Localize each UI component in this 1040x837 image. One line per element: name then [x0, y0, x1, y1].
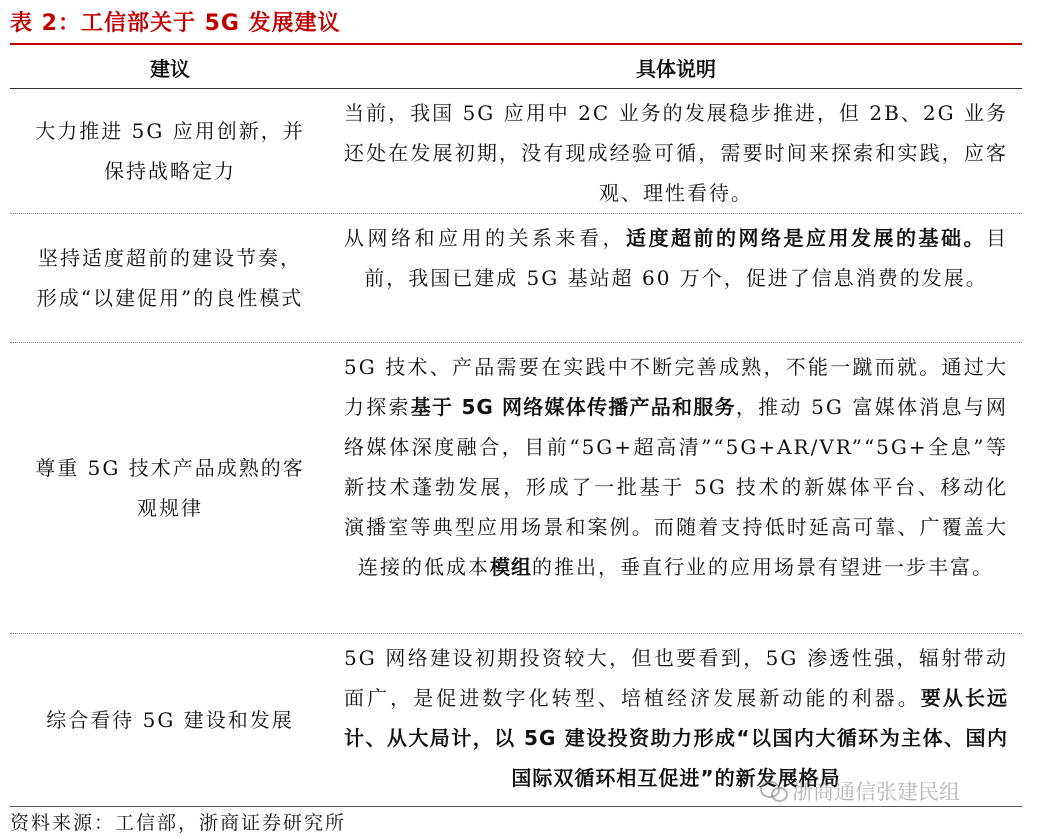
suggestion-cell: 综合看待 5G 建设和发展: [46, 708, 294, 732]
detail-text: 从网络和应用的关系来看，: [344, 226, 626, 250]
table-header: [10, 46, 1022, 89]
detail-text: 5G 技术、产品需要在实践中不断完善成熟，不能一蹴而就。通过大力探索: [344, 355, 1008, 419]
table-title: 表 2：工信部关于 5G 发展建议: [10, 11, 341, 36]
suggestion-table: [10, 46, 1022, 807]
table-row: [10, 343, 1022, 634]
detail-bold-text: 适度超前的网络是应用发展的基础。: [626, 226, 986, 250]
source-note: 资料来源：工信部，浙商证券研究所: [10, 812, 347, 834]
detail-text: 当前，我国 5G 应用中 2C 业务的发展稳步推进，但 2B、2G 业务还处在发展初期，没有现成经验可循，需要时间来探索和实践，应客观、理性看待。: [344, 101, 1008, 205]
detail-cell: [330, 343, 1022, 633]
title-rule: [10, 43, 1022, 45]
detail-text: ，推动 5G 富媒体消息与网络媒体深度融合，目前“5G+超高清”“5G+AR/VR”“5G+全息”等新技术蓬勃发展，形成了一批基于 5G 技术的新媒体平台、移动化演播室等典型应用场景和案例。而随着支持低时延高可靠、广覆盖大连接的低成本: [344, 395, 1009, 579]
detail-bold-text: 基于 5G 网络媒体传播产品和服务: [410, 395, 736, 419]
detail-bold-text: 要从长远计、从大局计，以 5G 建设投资助力形成“以国内大循环为主体、国内国际双循环相互促进”的新发展格局: [344, 686, 1009, 790]
suggestion-cell: 大力推进 5G 应用创新，并保持战略定力: [35, 119, 305, 183]
detail-cell: [330, 214, 1022, 342]
detail-text: 目前，我国已建成 5G 基站超 60 万个，促进了信息消费的发展。: [364, 226, 1008, 290]
detail-cell: [330, 89, 1022, 213]
detail-bold-text: 模组: [490, 555, 532, 579]
suggestion-cell: 尊重 5G 技术产品成熟的客观规律: [35, 456, 305, 520]
header-detail: 具体说明: [636, 56, 716, 81]
watermark: [760, 776, 960, 806]
detail-text: 的推出，垂直行业的应用场景有望进一步丰富。: [532, 555, 994, 579]
suggestion-cell: 坚持适度超前的建设节奏，形成“以建促用”的良性模式: [36, 246, 304, 310]
table-row: [10, 89, 1022, 214]
detail-text: 5G 网络建设初期投资较大，但也要看到，5G 渗透性强，辐射带动面广，是促进数字化转型、培植经济发展新动能的利器。: [344, 646, 1008, 710]
table-row: [10, 214, 1022, 343]
watermark-text: 浙商通信张建民组: [792, 780, 960, 804]
header-suggestion: 建议: [150, 56, 190, 81]
wechat-icon: [760, 781, 786, 801]
